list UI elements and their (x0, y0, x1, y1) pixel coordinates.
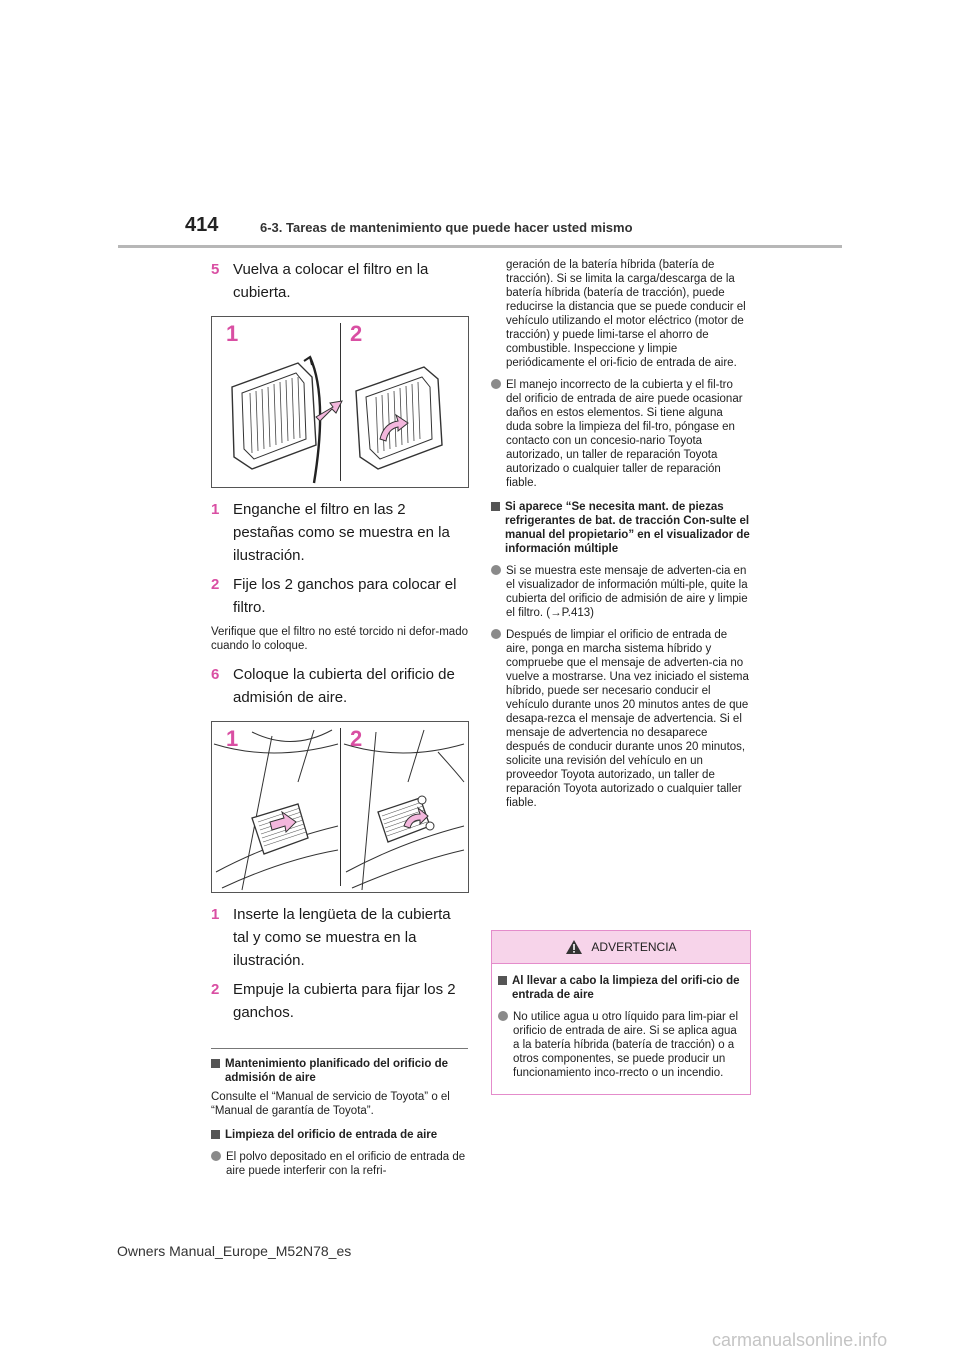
section-text: Consulte el “Manual de servicio de Toyota” o el “Manual de garantía de Toyota”. (211, 1091, 450, 1117)
warning-bullet-text: No utilice agua u otro líquido para lim-piar el orificio de entrada de aire. Si se aplica agua a la batería híbrida (batería de tracción) o a otros componentes, se puede producir un funcionamiento inco-rrecto o un incendio. (513, 1011, 739, 1079)
step-number: 6 (211, 666, 220, 683)
bullet-item (491, 378, 751, 490)
bullet-item (491, 564, 751, 620)
bullet-text: El manejo incorrecto de la cubierta y el fil-tro del orificio de entrada de aire puede ocasionar daños en estos elementos. Si tiene alguna duda sobre la limpieza del fil-tro, póngase en contacto con un concesio-nario Toyota autorizado, un taller de reparación Toyota autorizado o cualquier taller de reparación fiable. (506, 379, 743, 489)
substep-text: Fije los 2 ganchos para colocar el filtro. (233, 576, 457, 616)
step-text: Coloque la cubierta del orificio de admisión de aire. (233, 666, 455, 706)
step-text: Vuelva a colocar el filtro en la cubierta. (233, 261, 429, 301)
warning-header (492, 931, 750, 964)
filter-drawing (212, 317, 468, 487)
step-number: 5 (211, 261, 220, 278)
figure-label-1: 1 (226, 726, 239, 751)
square-bullet-icon (211, 1059, 220, 1068)
warning-heading (498, 974, 744, 1002)
footer-manual-id: Owners Manual_Europe_M52N78_es (117, 1243, 352, 1259)
bullet-text: El polvo depositado en el orificio de entrada de aire puede interferir con la refri- (226, 1151, 466, 1177)
substep-2 (211, 573, 468, 619)
round-bullet-icon (491, 379, 501, 389)
section-heading-text: Limpieza del orificio de entrada de aire (225, 1129, 438, 1141)
warning-body (492, 964, 750, 1094)
substep-2 (211, 978, 468, 1024)
substep-text: Empuje la cubierta para fijar los 2 ganchos. (233, 981, 456, 1021)
round-bullet-icon (491, 629, 501, 639)
step-5 (211, 258, 468, 304)
cover-illustration (211, 721, 469, 893)
square-bullet-icon (211, 1130, 220, 1139)
warning-bullet (498, 1010, 744, 1080)
substep-text: Enganche el filtro en las 2 pestañas como se muestra en la ilustración. (233, 501, 450, 564)
section-title: 6-3. Tareas de mantenimiento que puede hacer usted mismo (260, 220, 633, 235)
substep-number: 1 (211, 501, 220, 518)
right-column (491, 258, 751, 816)
bullet-item (491, 628, 751, 810)
section-heading (211, 1057, 468, 1085)
substep-1 (211, 498, 468, 567)
warning-heading-text: Al llevar a cabo la limpieza del orifi-cio de entrada de aire (512, 975, 740, 1001)
figure-label-1: 1 (226, 321, 239, 346)
substep-1 (211, 903, 468, 972)
section-heading-text: Si aparece “Se necesita mant. de piezas refrigerantes de bat. de tracción Con-sulte el manual del propietario” en el visualizador de información múltiple (505, 501, 750, 555)
section-heading-text: Mantenimiento planificado del orificio de admisión de aire (225, 1058, 448, 1084)
round-bullet-icon (211, 1151, 221, 1161)
bullet-text: Después de limpiar el orificio de entrada de aire, ponga en marcha sistema híbrido y compruebe que el mensaje de adverten-cia no vuelve a mostrarse. Una vez iniciado el sistema híbrido, puede ser necesario conducir el vehículo durante unos 20 minutos antes de que desapa-rezca el mensaje de advertencia. Si el mensaje de advertencia no desaparece después de conducir durante unos 20 minutos, solicite una revisión del vehículo en un proveedor Toyota autorizado, un taller de reparación Toyota autorizado o cualquier taller fiable. (506, 629, 749, 809)
substep-number: 2 (211, 576, 220, 593)
figure-label-2: 2 (350, 321, 363, 346)
section-divider (211, 1048, 468, 1049)
section-heading (211, 1128, 468, 1142)
cover-drawing (212, 722, 468, 892)
bullet-text: Si se muestra este mensaje de adverten-cia en el visualizador de información múlti-ple, quite la cubierta del orificio de admisión de aire y limpie el filtro. (→P.413) (506, 565, 748, 619)
figure-label-2: 2 (350, 726, 363, 751)
substep-text: Inserte la lengüeta de la cubierta tal y como se muestra en la ilustración. (233, 906, 451, 969)
bullet-item (211, 1150, 468, 1178)
substep-number: 2 (211, 981, 220, 998)
warning-triangle-icon (565, 939, 583, 955)
step-6 (211, 663, 468, 709)
left-column (211, 258, 468, 1184)
substep-number: 1 (211, 906, 220, 923)
square-bullet-icon (498, 976, 507, 985)
warning-box (491, 930, 751, 1095)
note-text: Verifique que el filtro no esté torcido ni defor-mado cuando lo coloque. (211, 626, 468, 652)
round-bullet-icon (491, 565, 501, 575)
continued-text: geración de la batería híbrida (batería de tracción). Si se limita la carga/descarga de la batería híbrida (batería de tracción), puede reducirse la distancia que se puede conducir el vehículo utilizando el motor eléctrico (motor de tracción) y puede limi-tarse el ahorro de combustible. Inspeccione y limpie periódicamente el ori-ficio de entrada de aire. (506, 259, 746, 369)
header-rule (118, 245, 842, 248)
section-heading (491, 500, 751, 556)
watermark: carmanualsonline.info (712, 1330, 888, 1350)
filter-illustration (211, 316, 469, 488)
page-number: 414 (185, 214, 219, 236)
warning-label: ADVERTENCIA (591, 940, 677, 954)
square-bullet-icon (491, 502, 500, 511)
round-bullet-icon (498, 1011, 508, 1021)
